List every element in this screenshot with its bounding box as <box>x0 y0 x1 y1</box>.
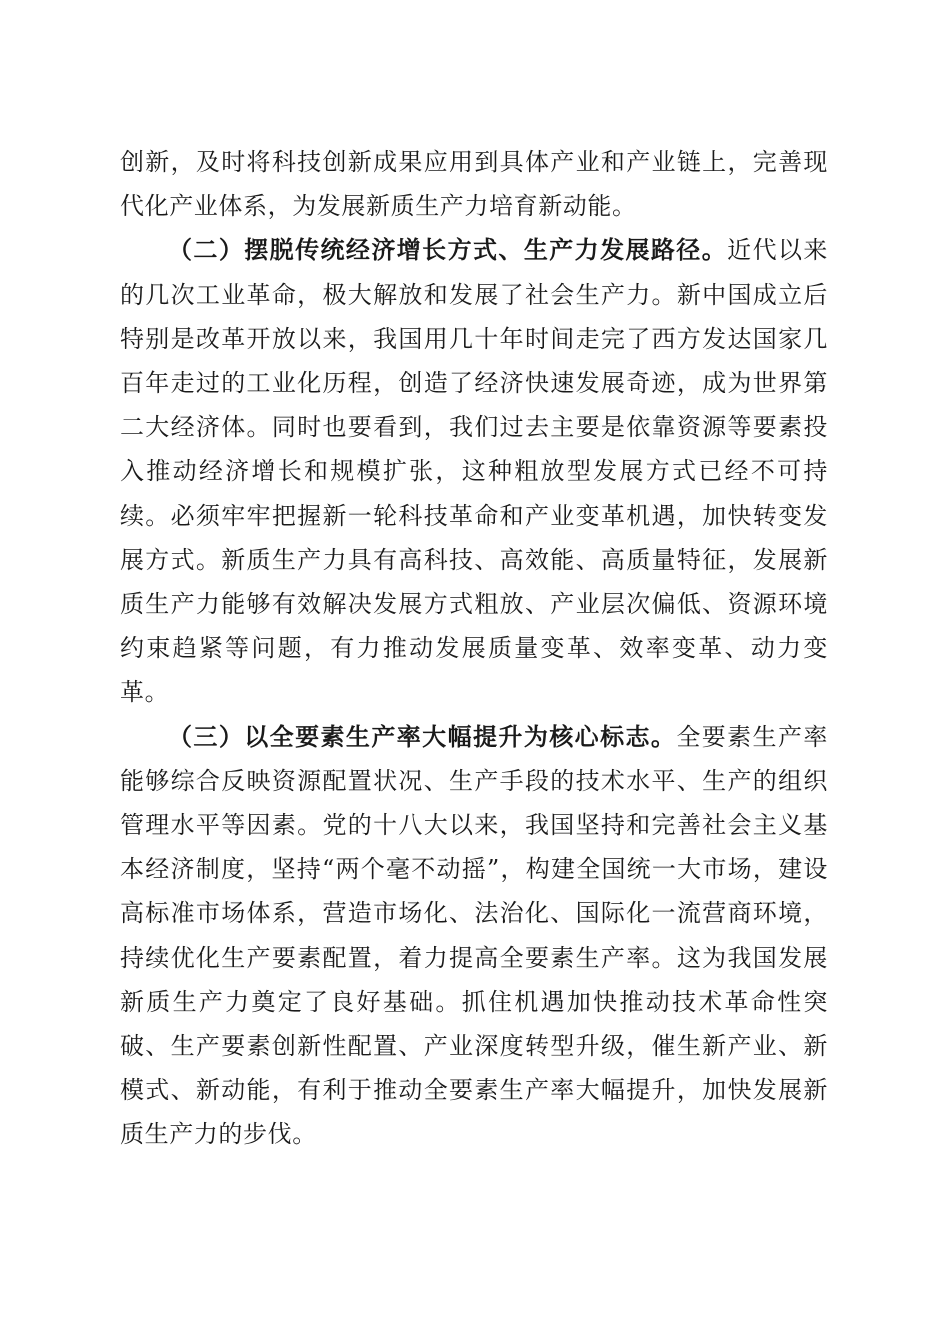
paragraph-section-3 <box>120 715 828 1157</box>
paragraph-section-2 <box>120 228 828 714</box>
document-body <box>120 140 828 1157</box>
paragraph-text: 近代以来的几次工业革命，极大解放和发展了社会生产力。新中国成立后特别是改革开放以来，我国用几十年时间走完了西方发达国家几百年走过的工业化历程，创造了经济快速发展奇迹，成为世界第二大经济体。同时也要看到，我们过去主要是依靠资源等要素投入推动经济增长和规模扩张，这种粗放型发展方式已经不可持续。必须牢牢把握新一轮科技革命和产业变革机遇，加快转变发展方式。新质生产力具有高科技、高效能、高质量特征，发展新质生产力能够有效解决发展方式粗放、产业层次偏低、资源环境约束趋紧等问题，有力推动发展质量变革、效率变革、动力变革。 <box>120 236 829 707</box>
section-heading-2: （二）摆脱传统经济增长方式、生产力发展路径。 <box>168 235 728 265</box>
paragraph-text: 创新，及时将科技创新成果应用到具体产业和产业链上，完善现代化产业体系，为发展新质生产力培育新动能。 <box>120 148 828 221</box>
paragraph-continuation <box>120 140 828 228</box>
section-heading-3: （三）以全要素生产率大幅提升为核心标志。 <box>168 721 677 751</box>
paragraph-text: 全要素生产率能够综合反映资源配置状况、生产手段的技术水平、生产的组织管理水平等因素。党的十八大以来，我国坚持和完善社会主义基本经济制度，坚持“两个毫不动摇”，构建全国统一大市场，建设高标准市场体系，营造市场化、法治化、国际化一流营商环境，持续优化生产要素配置，着力提高全要素生产率。这为我国发展新质生产力奠定了良好基础。抓住机遇加快推动技术革命性突破、生产要素创新性配置、产业深度转型升级，催生新产业、新模式、新动能，有利于推动全要素生产率大幅提升，加快发展新质生产力的步伐。 <box>120 722 828 1149</box>
